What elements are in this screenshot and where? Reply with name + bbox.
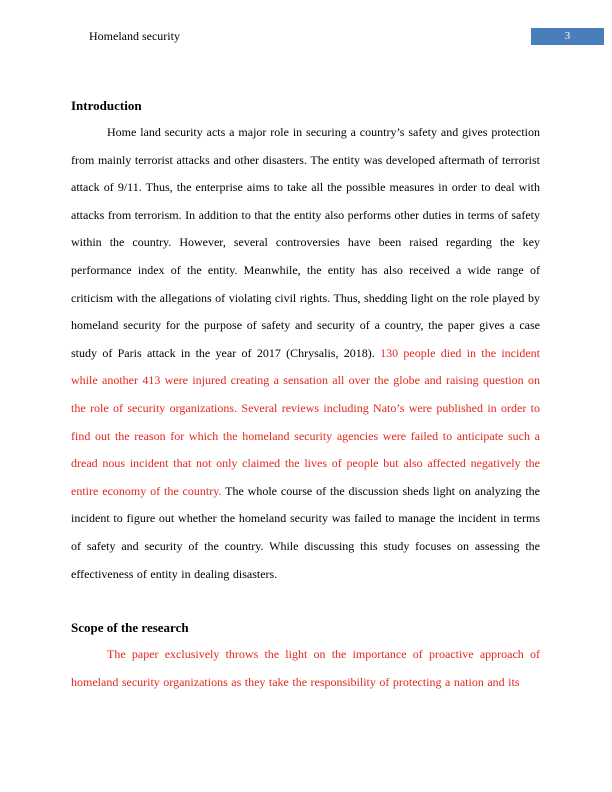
header-title: Homeland security	[89, 28, 180, 43]
introduction-heading: Introduction	[71, 98, 142, 113]
text-run-highlighted: 130 people died in the incident while another 413 were injured creating a sensation all over the globe and raising question on the role of security organizations. Several reviews including Nato’s were published in order to find out the reason for which the homeland security agencies were failed to anticipate such a dread nous incident that not only claimed the lives of people but also affected negatively the entire economy of the country.	[71, 345, 540, 498]
text-run-highlighted: The paper exclusively throws the light on the importance of proactive approach of homeland security organizations as they take the responsibility of protecting a nation and its	[71, 647, 540, 689]
scope-heading: Scope of the research	[71, 620, 189, 636]
text-run: Home land security acts a major role in securing a country’s safety and gives protection from mainly terrorist attacks and other disasters. The entity was developed aftermath of terrorist attack of 9/11. Thus, the enterprise aims to take all the possible measures in order to deal with attacks from terrorism. In addition to that the entity also performs other duties in terms of safety within the country. However, several controversies have been raised regarding the key performance index of the entity. Meanwhile, the entity has also received a wide range of criticism with the allegations of violating civil rights. Thus, shedding light on the role played by homeland security for the purpose of safety and security of a country, the paper gives a case study of Paris attack in the year of 2017 (Chrysalis, 2018).	[71, 125, 540, 360]
text-run: The whole course of the discussion sheds light on analyzing the incident to figure out whether the homeland security was failed to manage the incident in terms of safety and security of the country. While discussing this study focuses on assessing the effectiveness of entity in dealing disasters.	[71, 483, 541, 581]
scope-paragraph	[71, 641, 540, 696]
page-number-badge: 3	[531, 28, 604, 45]
page-header	[71, 27, 604, 45]
document-body	[71, 92, 540, 696]
section-introduction	[71, 92, 540, 588]
introduction-paragraph	[71, 119, 540, 588]
section-scope	[71, 614, 540, 696]
